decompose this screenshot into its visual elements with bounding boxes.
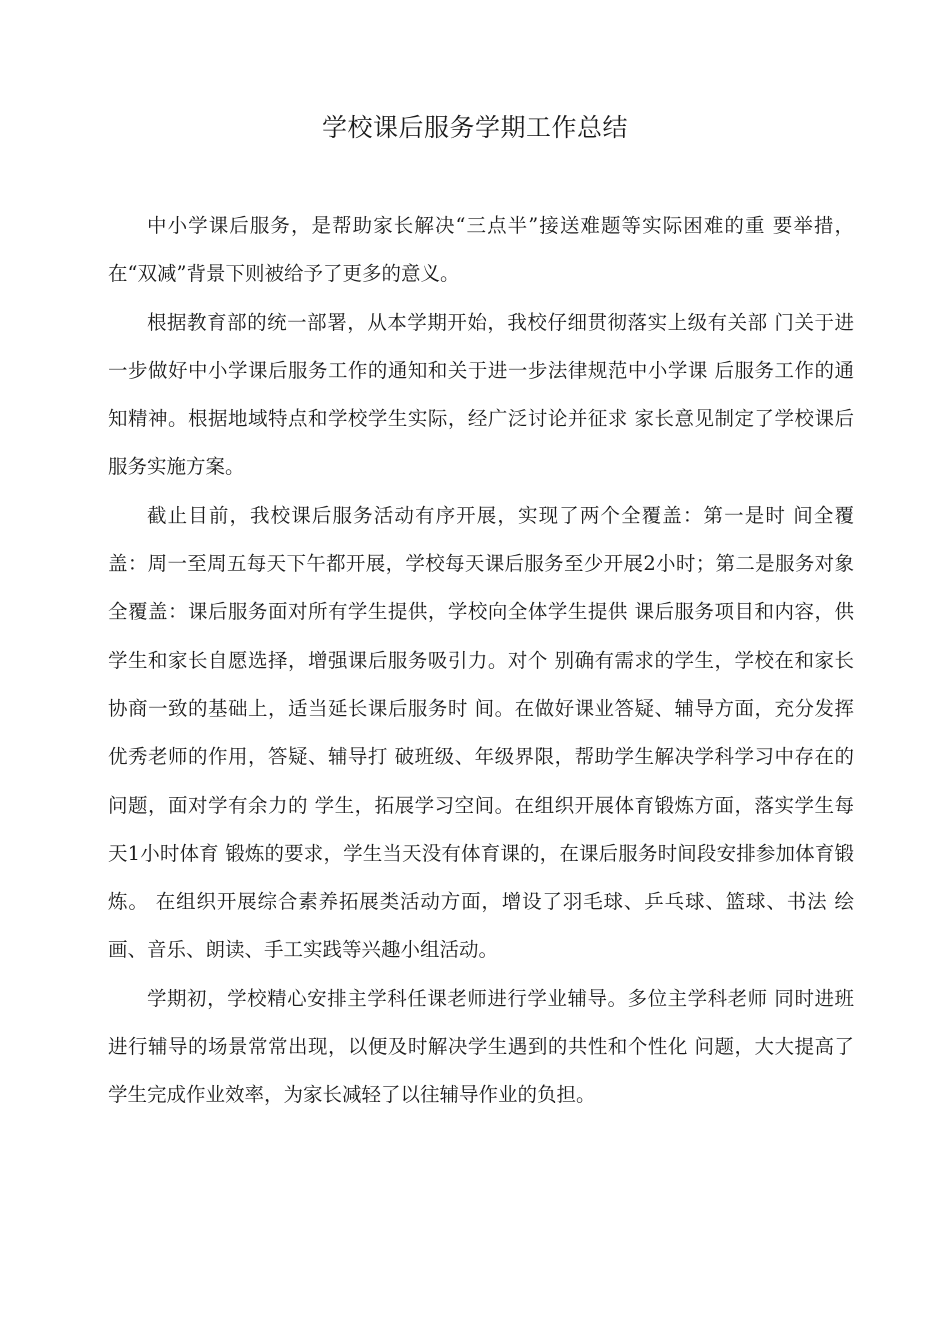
document-body (108, 202, 854, 1120)
document-title: 学校课后服务学期工作总结 (321, 113, 628, 142)
paragraph-1: 中小学课后服务，是帮助家长解决“三点半”接送难题等实际困难的重 要举措，在“双减”背景下则被给予了更多的意义。 (108, 214, 854, 286)
paragraph-2: 根据教育部的统一部署，从本学期开始，我校仔细贯彻落实上级有关部 门关于进一步做好中小学课后服务工作的通知和关于进一步法律规范中小学课 后服务工作的通知精神。根据地域特点和学校学生实际，经广泛讨论并征求 家长意见制定了学校课后服务实施方案。 (108, 310, 854, 479)
paragraph-4: 学期初，学校精心安排主学科任课老师进行学业辅导。多位主学科老师 同时进班进行辅导的场景常常出现，以便及时解决学生遇到的共性和个性化 问题，大大提高了学生完成作业效率，为家长减轻了以往辅导作业的负担。 (108, 986, 854, 1107)
paragraph-3: 截止目前，我校课后服务活动有序开展，实现了两个全覆盖：第一是时 间全覆盖：周一至周五每天下午都开展，学校每天课后服务至少开展2小时；第二是服务对象全覆盖：课后服务面对所有学生提供，学校向全体学生提供 课后服务项目和内容，供学生和家长自愿选择，增强课后服务吸引力。对个 别确有需求的学生，学校在和家长协商一致的基础上，适当延长课后服务时 间。在做好课业答疑、辅导方面，充分发挥优秀老师的作用，答疑、辅导打 破班级、年级界限，帮助学生解决学科学习中存在的问题，面对学有余力的 学生，拓展学习空间。在组织开展体育锻炼方面，落实学生每天1小时体育 锻炼的要求，学生当天没有体育课的，在课后服务时间段安排参加体育锻炼。 在组织开展综合素养拓展类活动方面，增设了羽毛球、乒乓球、篮球、书法 绘画、音乐、朗读、手工实践等兴趣小组活动。 (108, 503, 854, 962)
